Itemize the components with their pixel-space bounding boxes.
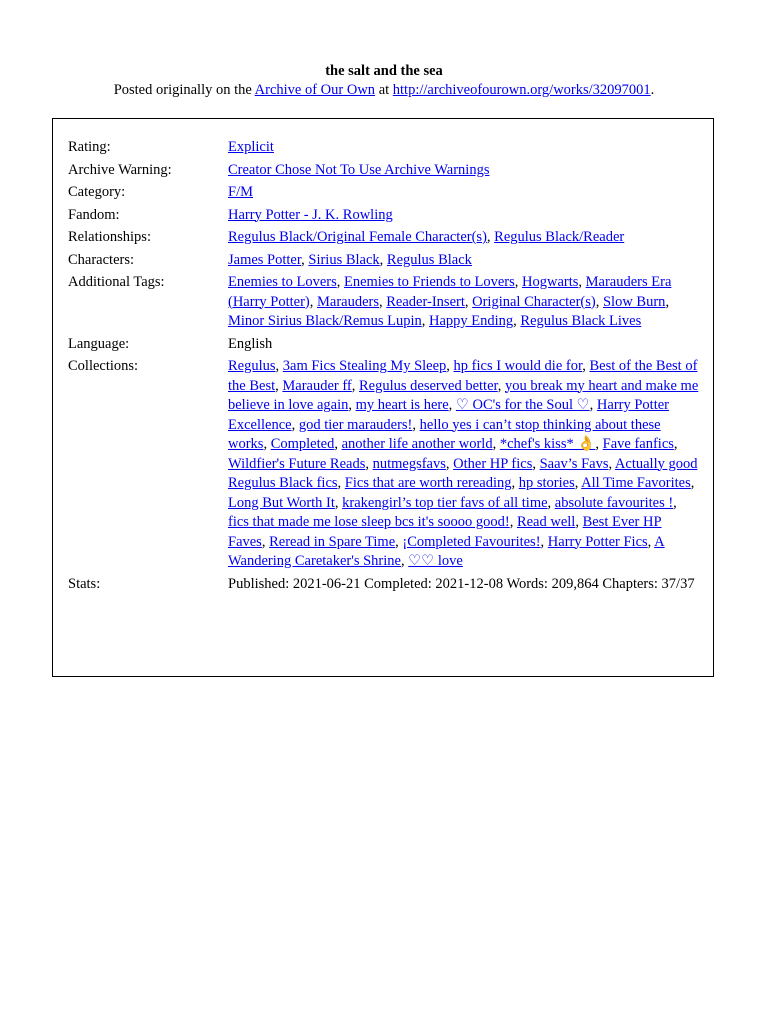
category-row xyxy=(68,183,700,206)
tags-label: Additional Tags: xyxy=(68,274,165,290)
tag-link[interactable]: Harry Potter Excellence xyxy=(228,397,669,433)
tag-link[interactable]: Fics that are worth rereading xyxy=(344,475,512,491)
warning-label: Archive Warning: xyxy=(68,161,172,178)
tag-link[interactable]: Reader-Insert xyxy=(386,293,465,310)
tag-link[interactable]: hp stories xyxy=(518,475,575,491)
tag-link[interactable]: Read well xyxy=(516,514,576,530)
tag-link[interactable]: Creator Chose Not To Use Archive Warnings xyxy=(228,161,490,178)
tag-link[interactable]: Completed xyxy=(270,436,335,452)
relationships-label: Relationships: xyxy=(68,229,151,245)
posted-line xyxy=(0,82,768,99)
tag-link[interactable]: Marauders xyxy=(316,293,379,310)
collections-row xyxy=(68,357,700,575)
tag-link[interactable]: Long But Worth It xyxy=(228,494,335,511)
fandom-value xyxy=(228,206,700,229)
tag-link[interactable]: Marauder ff xyxy=(282,377,352,394)
relationships-value: Regulus Black/Original Female Character(s), Regulus Black/Reader xyxy=(228,229,625,245)
category-value xyxy=(228,183,700,206)
at-word: at xyxy=(375,82,393,98)
tag-link[interactable]: Regulus Black xyxy=(386,251,472,268)
tag-link[interactable]: Regulus Black/Reader xyxy=(494,229,625,245)
tag-link[interactable]: Explicit xyxy=(228,139,274,155)
relationships-row xyxy=(68,228,700,251)
tag-link[interactable]: Minor Sirius Black/Remus Lupin xyxy=(228,313,422,329)
tag-link[interactable]: krakengirl’s top tier favs of all time xyxy=(342,494,548,511)
tag-link[interactable]: Marauders Era (Harry Potter) xyxy=(228,274,672,310)
tag-link[interactable]: ¡Completed Favourites! xyxy=(402,533,541,550)
tags-row xyxy=(68,273,700,335)
tag-link[interactable]: my heart is here xyxy=(355,397,449,413)
archive-link[interactable]: Archive of Our Own xyxy=(254,82,376,98)
characters-label: Characters: xyxy=(68,251,135,268)
tag-link[interactable]: Fave fanfics xyxy=(602,436,674,452)
tag-link[interactable]: hp fics I would die for xyxy=(453,358,583,374)
tag-link[interactable]: fics that made me lose sleep bcs it's soooo good! xyxy=(228,514,510,530)
tag-link[interactable]: Regulus xyxy=(228,358,276,374)
characters-row xyxy=(68,251,700,274)
tag-link[interactable]: 3am Fics Stealing My Sleep xyxy=(282,358,447,374)
language-value: English xyxy=(228,335,273,352)
tag-link[interactable]: Best Ever HP Faves xyxy=(228,514,662,550)
tag-link[interactable]: you break my heart and make me believe in love again xyxy=(228,377,699,413)
posted-prefix: Posted originally on the xyxy=(113,82,255,98)
rating-label: Rating: xyxy=(68,139,111,155)
stats-row xyxy=(68,575,700,598)
characters-value: James Potter, Sirius Black, Regulus Black xyxy=(228,251,472,268)
work-title: the salt and the sea xyxy=(325,63,443,79)
tag-link[interactable]: ♡♡ love xyxy=(408,553,463,569)
tag-link[interactable]: Regulus Black/Original Female Character(s) xyxy=(228,229,487,245)
tag-link[interactable]: god tier marauders! xyxy=(298,416,413,433)
stats-label: Stats: xyxy=(68,575,101,592)
tag-link[interactable]: Harry Potter - J. K. Rowling xyxy=(228,206,393,223)
tag-link[interactable]: absolute favourites ! xyxy=(554,494,674,511)
fandom-label: Fandom: xyxy=(68,206,120,223)
tag-link[interactable]: nutmegsfavs xyxy=(372,455,446,472)
metadata-table xyxy=(68,138,700,597)
tag-link[interactable]: Enemies to Friends to Lovers xyxy=(343,274,515,290)
tag-link[interactable]: James Potter xyxy=(228,251,302,268)
tag-link[interactable]: Slow Burn xyxy=(602,293,666,310)
rating-row xyxy=(68,138,700,161)
tag-link[interactable]: ♡ OC's for the Soul ♡ xyxy=(455,397,590,413)
tag-link[interactable]: Actually good Regulus Black fics xyxy=(228,455,698,491)
tag-link[interactable]: hello yes i can’t stop thinking about these works xyxy=(228,416,661,452)
tag-link[interactable]: Harry Potter Fics xyxy=(547,533,648,550)
tag-link[interactable]: Happy Ending xyxy=(428,313,514,329)
collections-value: Regulus, 3am Fics Stealing My Sleep, hp fics I would die for, Best of the Best of the Best, Marauder ff, Regulus deserved better, you break my heart and make me believe in love again, my heart is here, ♡ OC's for the Soul ♡, Harry Potter Excellence, god tier marauders!, hello yes i can’t stop thinking about these works, Completed, another life another world, *chef's kiss* 👌, Fave fanfics, Wildfier's Future Reads, nutmegsfavs, Other HP fics, Saav’s Favs, Actually good Regulus Black fics, Fics that are worth rereading, hp stories, All Time Favorites, Long But Worth It, krakengirl’s top tier favs of all time, absolute favourites !, fics that made me lose sleep bcs it's soooo good!, Read well, Best Ever HP Faves, Reread in Spare Time, ¡Completed Favourites!, Harry Potter Fics, A Wandering Caretaker's Shrine, ♡♡ love xyxy=(228,358,699,569)
tag-link[interactable]: Regulus deserved better xyxy=(359,377,498,394)
tag-link[interactable]: another life another world xyxy=(341,436,493,452)
tag-link[interactable]: Reread in Spare Time xyxy=(269,533,396,550)
tag-link[interactable]: Hogwarts xyxy=(522,274,579,290)
tag-link[interactable]: Saav’s Favs xyxy=(539,455,609,472)
rating-value xyxy=(228,138,700,161)
metadata-box xyxy=(52,118,714,677)
tag-link[interactable]: All Time Favorites xyxy=(581,475,691,491)
tags-value: Enemies to Lovers, Enemies to Friends to Lovers, Hogwarts, Marauders Era (Harry Potter), Marauders, Reader-Insert, Original Character(s), Slow Burn, Minor Sirius Black/Remus Lupin, Happy Ending, Regulus Black Lives xyxy=(228,274,672,329)
tag-link[interactable]: F/M xyxy=(228,184,253,200)
language-label: Language: xyxy=(68,335,130,352)
fandom-row xyxy=(68,206,700,229)
warning-row xyxy=(68,161,700,184)
tag-link[interactable]: A Wandering Caretaker's Shrine xyxy=(228,533,665,569)
tag-link[interactable]: *chef's kiss* 👌 xyxy=(499,436,596,452)
language-row xyxy=(68,335,700,358)
tag-link[interactable]: Sirius Black xyxy=(308,251,380,268)
collections-label: Collections: xyxy=(68,358,139,374)
work-url-link[interactable]: http://archiveofourown.org/works/32097001 xyxy=(392,82,651,98)
tag-link[interactable]: Regulus Black Lives xyxy=(520,313,642,329)
category-label: Category: xyxy=(68,184,126,200)
warning-value xyxy=(228,161,700,184)
tag-link[interactable]: Wildfier's Future Reads xyxy=(228,455,366,472)
tag-link[interactable]: Original Character(s) xyxy=(472,293,596,310)
tag-link[interactable]: Best of the Best of the Best xyxy=(228,358,698,394)
period: . xyxy=(650,82,655,98)
stats-value: Published: 2021-06-21 Completed: 2021-12-08 Words: 209,864 Chapters: 37/37 xyxy=(228,575,695,592)
tag-link[interactable]: Enemies to Lovers xyxy=(228,274,337,290)
tag-link[interactable]: Other HP fics xyxy=(453,455,533,472)
